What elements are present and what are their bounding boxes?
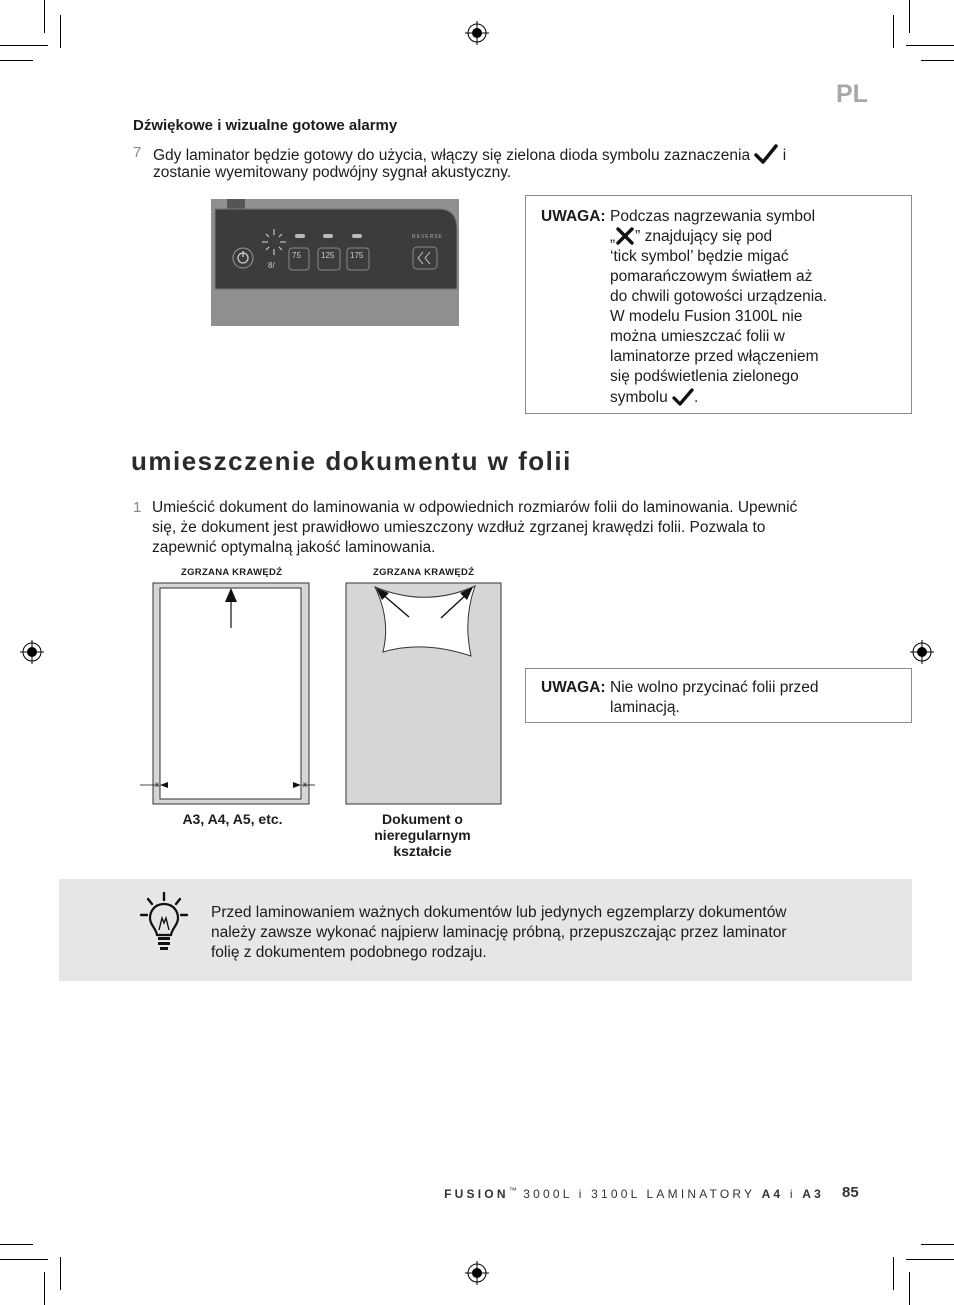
caption-line: nieregularnym <box>374 827 471 843</box>
note-line: można umieszczać folii w <box>610 328 785 345</box>
tip-line: należy zawsze wykonać najpierw laminację próbną, przepuszczając przez laminator <box>211 924 787 941</box>
crop-mark <box>0 1259 48 1260</box>
lightbulb-icon <box>138 890 190 952</box>
note-line: się podświetlenia zielonego <box>610 368 799 385</box>
note-line <box>610 227 827 247</box>
registration-mark-icon <box>910 640 934 664</box>
footer-brand: FUSION <box>444 1187 509 1201</box>
cross-icon <box>615 227 635 245</box>
note-line-part: ” znajdujący się pod <box>635 228 773 245</box>
temp-label: 75 <box>292 251 301 260</box>
registration-mark-icon <box>465 1261 489 1285</box>
page-number: 85 <box>842 1184 859 1201</box>
crop-mark <box>44 0 45 33</box>
note-line: pomarańczowym światłem aż <box>610 268 813 285</box>
step-text-line: zapewnić optymalną jakość laminowania. <box>152 539 436 556</box>
figure-top-label: ZGRZANA KRAWĘDŹ <box>181 567 283 578</box>
registration-mark-icon <box>20 640 44 664</box>
step-number: 7 <box>133 144 142 161</box>
crop-mark <box>0 60 33 61</box>
footer-size: A3 <box>802 1187 824 1201</box>
margin-mark: x <box>303 780 307 789</box>
temp-label: 175 <box>350 251 364 260</box>
crop-mark <box>921 60 954 61</box>
control-panel-drawing <box>211 199 459 326</box>
language-badge: PL <box>836 80 868 108</box>
pouch-standard-diagram <box>140 582 315 806</box>
crop-mark <box>893 15 894 48</box>
note-line-part: . <box>694 389 699 406</box>
crop-mark <box>60 15 61 48</box>
note-line: laminacją. <box>610 699 680 716</box>
registration-mark-icon <box>465 21 489 45</box>
note-line: Nie wolno przycinać folii przed <box>610 679 819 696</box>
note-line-part: „ <box>610 228 616 245</box>
margin-mark: x <box>155 780 159 789</box>
crop-mark <box>0 1244 33 1245</box>
crop-mark <box>60 1257 61 1290</box>
temp-label: 125 <box>321 251 335 260</box>
note-box <box>525 195 912 414</box>
section-title: Dźwiękowe i wizualne gotowe alarmy <box>133 117 398 134</box>
note-text <box>610 207 827 408</box>
step-text-line: się, że dokument jest prawidłowo umieszczony wzdłuż zgrzanej krawędzi folii. Pozwala to <box>152 519 766 536</box>
crop-mark <box>921 1244 954 1245</box>
step-text-line: Umieścić dokument do laminowania w odpowiednich rozmiarów folii do laminowania. Upewnić <box>152 499 798 516</box>
footer-text: 3000L i 3100L LAMINATORY <box>516 1187 762 1201</box>
note-label: UWAGA: <box>541 208 606 225</box>
step-text-part: Gdy laminator będzie gotowy do użycia, włączy się zielona dioda symbolu zaznaczenia <box>153 147 751 164</box>
note-line: Podczas nagrzewania symbol <box>610 208 816 225</box>
figure-caption <box>350 811 495 859</box>
note-line <box>610 387 827 408</box>
crop-mark <box>0 45 48 46</box>
note-line: W modelu Fusion 3100L nie <box>610 308 803 325</box>
footer-tm: ™ <box>508 1186 517 1195</box>
pouch-irregular-diagram <box>345 582 503 806</box>
crop-mark <box>909 0 910 33</box>
section-heading: umieszczenie dokumentu w folii <box>131 446 572 476</box>
crop-mark <box>906 45 954 46</box>
figure-caption: A3, A4, A5, etc. <box>182 811 283 827</box>
caption-line: kształcie <box>393 843 452 859</box>
crop-mark <box>44 1272 45 1305</box>
step-text-line: zostanie wyemitowany podwójny sygnał akustyczny. <box>153 164 512 181</box>
tip-text <box>211 903 787 963</box>
tick-icon <box>672 387 694 407</box>
note-label: UWAGA: <box>541 679 606 696</box>
tick-icon <box>754 143 778 165</box>
footer-text: i <box>783 1187 803 1201</box>
tip-line: folię z dokumentem podobnego rodzaju. <box>211 944 487 961</box>
crop-mark <box>893 1257 894 1290</box>
note-line: do chwili gotowości urządzenia. <box>610 288 828 305</box>
control-panel-illustration <box>211 199 459 326</box>
footer-size: A4 <box>761 1187 784 1201</box>
step-text <box>152 498 797 558</box>
tip-line: Przed laminowaniem ważnych dokumentów lub jedynych egzemplarzy dokumentów <box>211 904 787 921</box>
reverse-label: REVERSE <box>412 234 443 240</box>
note-box <box>525 668 912 723</box>
step-number: 1 <box>133 499 142 516</box>
note-text <box>610 678 818 718</box>
caption-line: Dokument o <box>382 811 463 827</box>
note-line-part: symbolu <box>610 389 668 406</box>
figure-top-label: ZGRZANA KRAWĘDŹ <box>373 567 475 578</box>
crop-mark <box>909 1272 910 1305</box>
thickness-label: 8/ <box>268 261 275 270</box>
note-line: laminatorze przed włączeniem <box>610 348 819 365</box>
footer-product <box>444 1186 824 1201</box>
note-line: ‘tick symbol’ będzie migać <box>610 248 789 265</box>
step-text-part: i <box>782 147 787 164</box>
crop-mark <box>906 1259 954 1260</box>
